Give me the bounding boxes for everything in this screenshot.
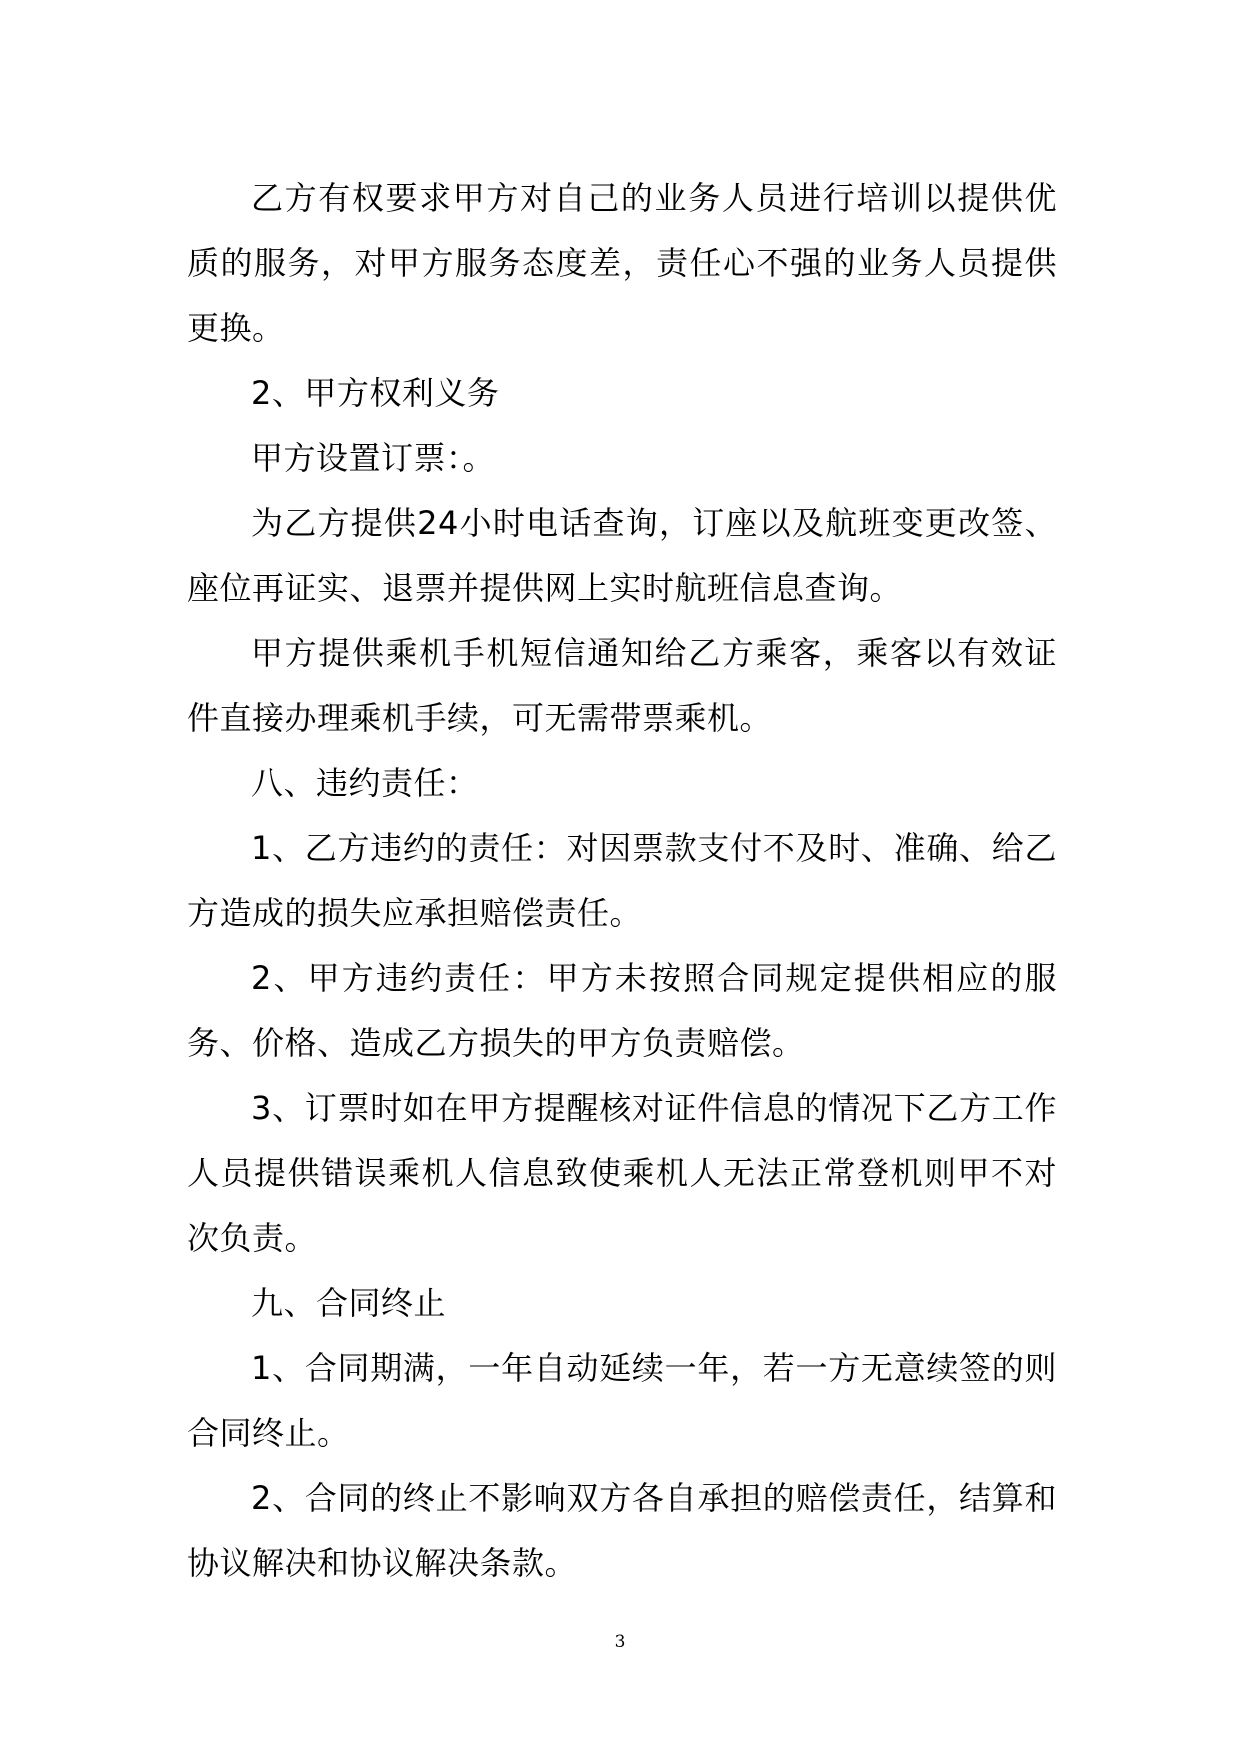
paragraph-training-request: 乙方有权要求甲方对自己的业务人员进行培训以提供优质的服务，对甲方服务态度差，责任心不强的业务人员提供更换。 [187, 179, 1057, 347]
paragraph-auto-renewal: 1、合同期满，一年自动延续一年，若一方无意续签的则合同终止。 [187, 1349, 1057, 1452]
heading-breach-liability: 八、违约责任： [251, 764, 479, 802]
paragraph-termination-effect: 2、合同的终止不影响双方各自承担的赔偿责任，结算和协议解决和协议解决条款。 [187, 1479, 1057, 1582]
paragraph-party-a-liability: 2、甲方违约责任：甲方未按照合同规定提供相应的服务、价格、造成乙方损失的甲方负责赔偿。 [187, 959, 1057, 1062]
document-body [187, 166, 1057, 1596]
paragraph-24h-service: 为乙方提供24小时电话查询，订座以及航班变更改签、座位再证实、退票并提供网上实时航班信息查询。 [187, 504, 1057, 607]
paragraph-sms-notification: 甲方提供乘机手机短信通知给乙方乘客，乘客以有效证件直接办理乘机手续，可无需带票乘机。 [187, 634, 1057, 737]
heading-contract-termination: 九、合同终止 [251, 1284, 447, 1322]
heading-party-a-rights: 2、甲方权利义务 [251, 374, 500, 412]
paragraph-id-verification: 3、订票时如在甲方提醒核对证件信息的情况下乙方工作人员提供错误乘机人信息致使乘机人无法正常登机则甲不对次负责。 [187, 1089, 1057, 1257]
paragraph-booking-setup: 甲方设置订票：。 [251, 439, 496, 477]
page-number: 3 [614, 1632, 626, 1652]
paragraph-party-b-liability: 1、乙方违约的责任：对因票款支付不及时、准确、给乙方造成的损失应承担赔偿责任。 [187, 829, 1057, 932]
